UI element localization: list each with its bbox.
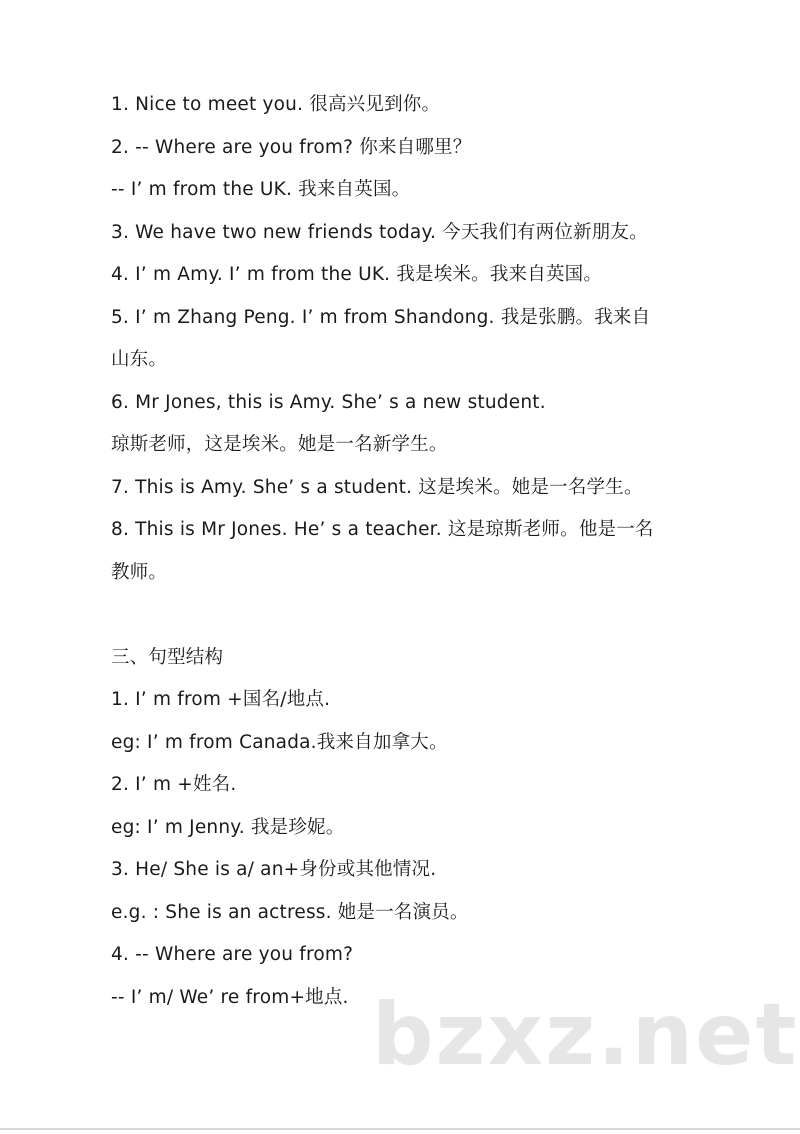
- text-line-4: 3. We have two new friends today. 今天我们有两位新朋友。: [111, 222, 648, 243]
- text-line-7: 山东。: [111, 349, 168, 370]
- text-line-2: 2. -- Where are you from? 你来自哪里？: [111, 137, 472, 158]
- text-line-6: 5. I’ m Zhang Peng. I’ m from Shandong. 我是张鹏。我来自: [111, 307, 651, 328]
- text-line-1: 1. Nice to meet you. 很高兴见到你。: [111, 94, 441, 115]
- text-line-21: -- I’ m/ We’ re from+地点.: [111, 987, 349, 1008]
- text-line-12: 教师。: [111, 562, 168, 583]
- text-line-5: 4. I’ m Amy. I’ m from the UK. 我是埃米。我来自英国。: [111, 264, 603, 285]
- text-line-18: 3. He/ She is a/ an+身份或其他情况.: [111, 859, 437, 880]
- text-line-3: -- I’ m from the UK. 我来自英国。: [111, 179, 411, 200]
- text-line-20: 4. -- Where are you from?: [111, 944, 354, 965]
- text-line-17: eg: I’ m Jenny. 我是珍妮。: [111, 817, 345, 838]
- text-line-11: 8. This is Mr Jones. He’ s a teacher. 这是琼斯老师。他是一名: [111, 519, 654, 540]
- text-line-10: 7. This is Amy. She’ s a student. 这是埃米。她是一名学生。: [111, 477, 643, 498]
- text-line-19: e.g. : She is an actress. 她是一名演员。: [111, 902, 469, 923]
- watermark: bzxz.net: [372, 985, 799, 1085]
- text-line-9: 琼斯老师，这是埃米。她是一名新学生。: [111, 434, 448, 455]
- text-line-8: 6. Mr Jones, this is Amy. She’ s a new student.: [111, 392, 546, 413]
- text-line-15: eg: I’ m from Canada.我来自加拿大。: [111, 732, 448, 753]
- section-heading: 三、句型结构: [111, 647, 224, 668]
- page-bottom-divider: [0, 1128, 800, 1130]
- text-line-14: 1. I’ m from +国名/地点.: [111, 689, 331, 710]
- text-line-16: 2. I’ m +姓名.: [111, 774, 237, 795]
